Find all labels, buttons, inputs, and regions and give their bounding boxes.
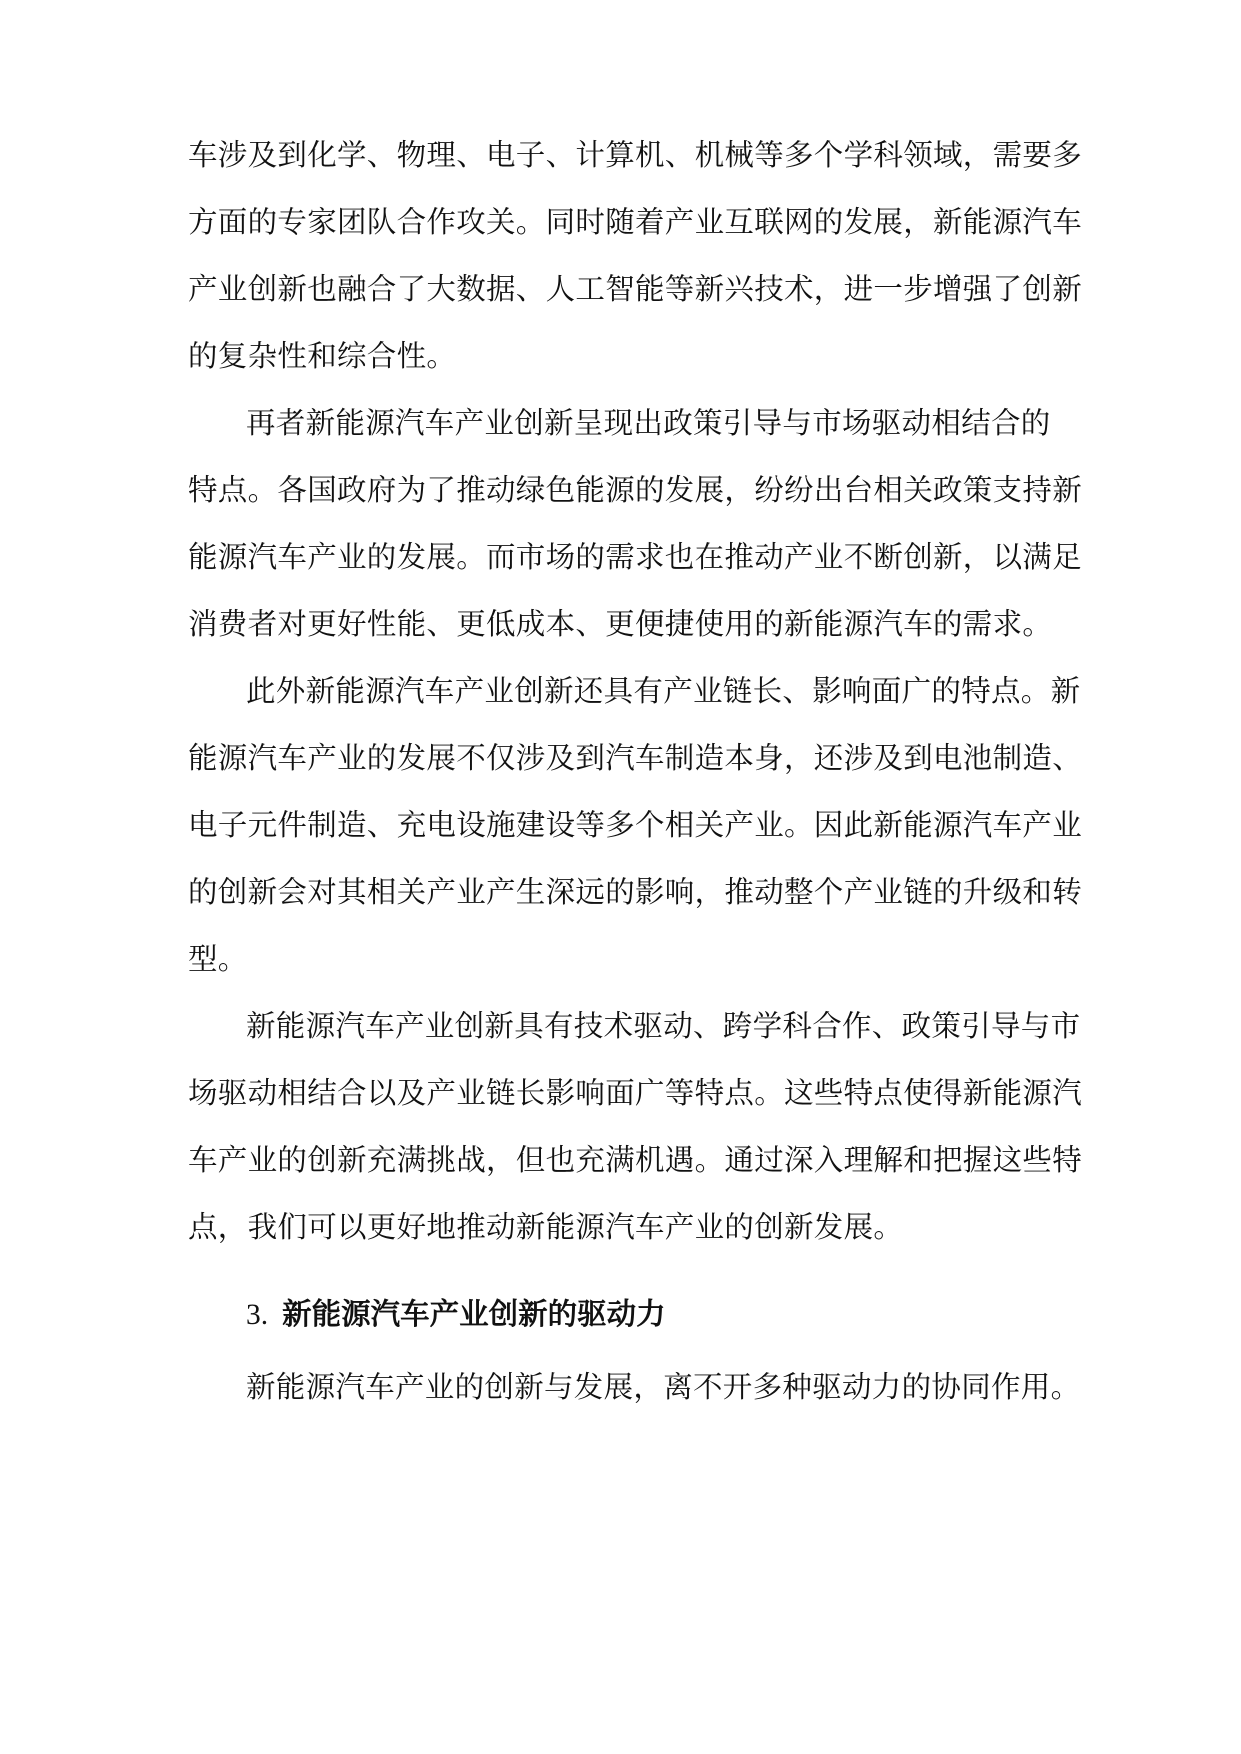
paragraph-3-line-1: 此外新能源汽车产业创新还具有产业链长、影响面广的特点。新 [246, 674, 1081, 708]
paragraph-1-line-4: 的复杂性和综合性。 [188, 339, 457, 373]
paragraph-2-line-4: 消费者对更好性能、更低成本、更便捷使用的新能源汽车的需求。 [188, 607, 1053, 641]
paragraph-4-line-3: 车产业的创新充满挑战，但也充满机遇。通过深入理解和把握这些特 [188, 1143, 1083, 1177]
section-title: 新能源汽车产业创新的驱动力 [282, 1297, 666, 1331]
section-heading [246, 1296, 666, 1332]
section-number: 3. [246, 1299, 269, 1331]
paragraph-3-line-4: 的创新会对其相关产业产生深远的影响，推动整个产业链的升级和转 [188, 875, 1083, 909]
paragraph-2-line-3: 能源汽车产业的发展。而市场的需求也在推动产业不断创新，以满足 [188, 540, 1083, 574]
paragraph-3-line-5: 型。 [188, 942, 248, 976]
paragraph-1-line-1: 车涉及到化学、物理、电子、计算机、机械等多个学科领域，需要多 [188, 138, 1083, 172]
paragraph-1-line-3: 产业创新也融合了大数据、人工智能等新兴技术，进一步增强了创新 [188, 272, 1083, 306]
paragraph-3-line-2: 能源汽车产业的发展不仅涉及到汽车制造本身，还涉及到电池制造、 [188, 741, 1083, 775]
paragraph-3-line-3: 电子元件制造、充电设施建设等多个相关产业。因此新能源汽车产业 [188, 808, 1083, 842]
paragraph-2-line-1: 再者新能源汽车产业创新呈现出政策引导与市场驱动相结合的 [246, 406, 1051, 440]
paragraph-4-line-4: 点，我们可以更好地推动新能源汽车产业的创新发展。 [188, 1210, 904, 1244]
paragraph-1-line-2: 方面的专家团队合作攻关。同时随着产业互联网的发展，新能源汽车 [188, 205, 1083, 239]
paragraph-2-line-2: 特点。各国政府为了推动绿色能源的发展，纷纷出台相关政策支持新 [188, 473, 1083, 507]
paragraph-4-line-1: 新能源汽车产业创新具有技术驱动、跨学科合作、政策引导与市 [246, 1009, 1081, 1043]
paragraph-4-line-2: 场驱动相结合以及产业链长影响面广等特点。这些特点使得新能源汽 [188, 1076, 1083, 1110]
closing-paragraph-line-1: 新能源汽车产业的创新与发展，离不开多种驱动力的协同作用。 [246, 1370, 1081, 1404]
